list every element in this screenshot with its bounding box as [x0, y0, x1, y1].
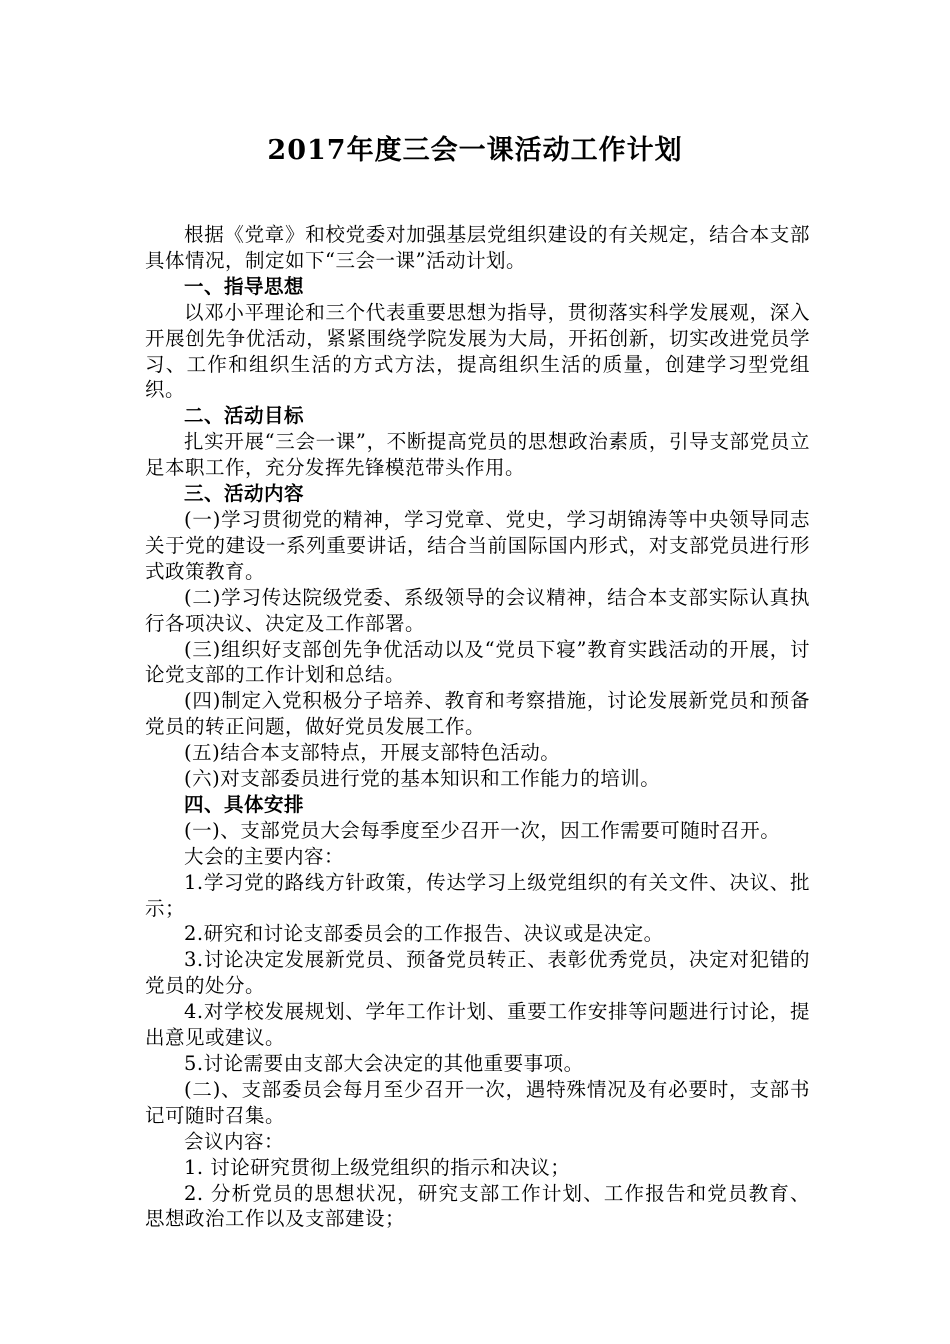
list-item: 5.讨论需要由支部大会决定的其他重要事项。	[184, 1052, 584, 1075]
list-item: 1.学习党的路线方针政策，传达学习上级党组织的有关文件、决议、批示；	[145, 870, 810, 920]
paragraph: (一)、支部党员大会每季度至少召开一次，因工作需要可随时召开。	[184, 818, 781, 842]
paragraph: 会议内容：	[184, 1129, 285, 1153]
list-item: 3.讨论决定发展新党员、预备党员转正、表彰优秀党员，决定对犯错的党员的处分。	[145, 948, 810, 998]
list-item: (二)学习传达院级党委、系级领导的会议精神，结合本支部实际认真执行各项决议、决定及工作部署。	[145, 585, 810, 635]
section-heading-activity-goals: 二、活动目标	[184, 404, 305, 428]
list-item: (三)组织好支部创先争优活动以及“党员下寝”教育实践活动的开展，讨论党支部的工作计划和总结。	[145, 637, 810, 687]
list-item: (六)对支部委员进行党的基本知识和工作能力的培训。	[184, 767, 661, 791]
section-heading-guiding-ideology: 一、指导思想	[184, 274, 305, 298]
list-item: 2.研究和讨论支部委员会的工作报告、决议或是决定。	[184, 922, 664, 946]
intro-paragraph: 根据《党章》和校党委对加强基层党组织建设的有关规定，结合本支部具体情况，制定如下“三会一课”活动计划。	[145, 223, 810, 272]
list-item: (五)结合本支部特点，开展支部特色活动。	[184, 741, 561, 765]
list-item: (四)制定入党积极分子培养、教育和考察措施，讨论发展新党员和预备党员的转正问题，做好党员发展工作。	[145, 689, 810, 739]
paragraph: 以邓小平理论和三个代表重要思想为指导，贯彻落实科学发展观，深入开展创先争优活动，紧紧围绕学院发展为大局，开拓创新，切实改进党员学习、工作和组织生活的方式方法，提高组织生活的质量，创建学习型党组织。	[145, 300, 810, 402]
paragraph: 大会的主要内容：	[184, 844, 345, 868]
list-item: 2. 分析党员的思想状况，研究支部工作计划、工作报告和党员教育、思想政治工作以及支部建设；	[145, 1181, 810, 1231]
list-item: (一)学习贯彻党的精神，学习党章、党史，学习胡锦涛等中央领导同志关于党的建设一系列重要讲话，结合当前国际国内形式，对支部党员进行形式政策教育。	[145, 507, 810, 583]
section-heading-arrangements: 四、具体安排	[184, 792, 305, 816]
list-item: 4.对学校发展规划、学年工作计划、重要工作安排等问题进行讨论，提出意见或建议。	[145, 1000, 810, 1050]
paragraph: 扎实开展“三会一课”，不断提高党员的思想政治素质，引导支部党员立足本职工作，充分发挥先锋模范带头作用。	[145, 430, 810, 480]
list-item: 1. 讨论研究贯彻上级党组织的指示和决议；	[184, 1155, 571, 1179]
document-title: 2017年度三会一课活动工作计划	[267, 135, 683, 166]
document-body	[145, 222, 810, 1232]
section-heading-activity-content: 三、活动内容	[184, 482, 305, 506]
paragraph: (二)、支部委员会每月至少召开一次，遇特殊情况及有必要时，支部书记可随时召集。	[145, 1077, 810, 1127]
